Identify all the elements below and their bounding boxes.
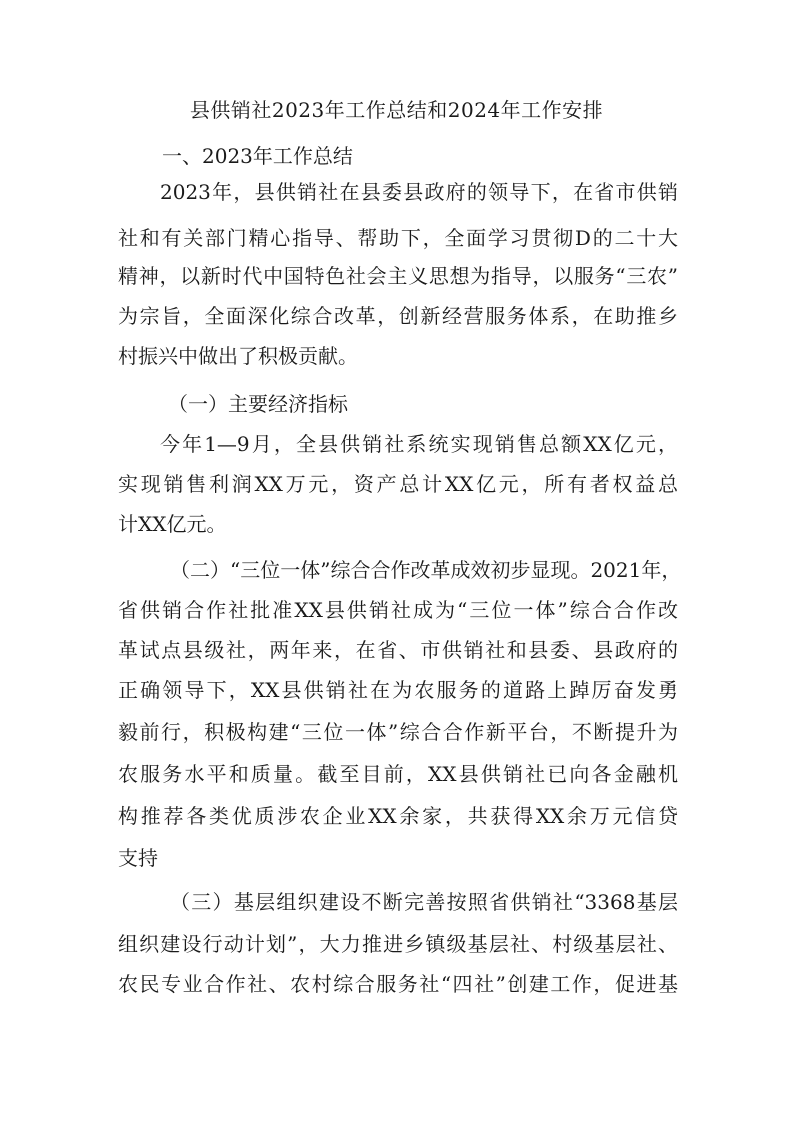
paragraph-line: 省供销合作社批准XX县供销社成为“三位一体”综合合作改 xyxy=(118,598,678,622)
paragraph-line: 农民专业合作社、农村综合服务社“四社”创建工作，促进基 xyxy=(118,972,678,996)
paragraph-line: 组织建设行动计划”，大力推进乡镇级基层社、村级基层社、 xyxy=(118,932,678,956)
paragraph-line: 革试点县级社，两年来，在省、市供销社和县委、县政府的 xyxy=(118,638,678,662)
paragraph-line: 支持 xyxy=(118,846,158,870)
paragraph-line: 为宗旨，全面深化综合改革，创新经营服务体系，在助推乡 xyxy=(118,304,678,328)
section-heading: 一、2023年工作总结 xyxy=(162,144,353,168)
paragraph-line: 今年1—9月，全县供销社系统实现销售总额XX亿元， xyxy=(160,432,678,456)
paragraph-line: 正确领导下，XX县供销社在为农服务的道路上踔厉奋发勇 xyxy=(118,678,678,702)
paragraph-line: 毅前行，积极构建“三位一体”综合合作新平台，不断提升为 xyxy=(118,720,678,744)
paragraph-line: （三）基层组织建设不断完善按照省供销社“3368基层 xyxy=(170,890,678,914)
paragraph-line: 精神，以新时代中国特色社会主义思想为指导，以服务“三农” xyxy=(118,264,678,288)
paragraph-line: 社和有关部门精心指导、帮助下，全面学习贯彻D的二十大 xyxy=(118,226,678,250)
paragraph-line: 实现销售利润XX万元，资产总计XX亿元，所有者权益总 xyxy=(118,472,678,496)
paragraph-line: 构推荐各类优质涉农企业XX余家，共获得XX余万元信贷 xyxy=(118,804,678,828)
paragraph-line: 2023年，县供销社在县委县政府的领导下，在省市供销 xyxy=(160,180,678,204)
document-title: 县供销社2023年工作总结和2024年工作安排 xyxy=(189,98,604,122)
paragraph-line: 计XX亿元。 xyxy=(118,512,227,536)
paragraph-line: 农服务水平和质量。截至目前，XX县供销社已向各金融机 xyxy=(118,762,678,786)
paragraph-line: （二）“三位一体”综合合作改革成效初步显现。2021年， xyxy=(170,558,682,582)
subsection-heading: （一）主要经济指标 xyxy=(168,392,348,416)
paragraph-line: 村振兴中做出了积极贡献。 xyxy=(118,344,358,368)
